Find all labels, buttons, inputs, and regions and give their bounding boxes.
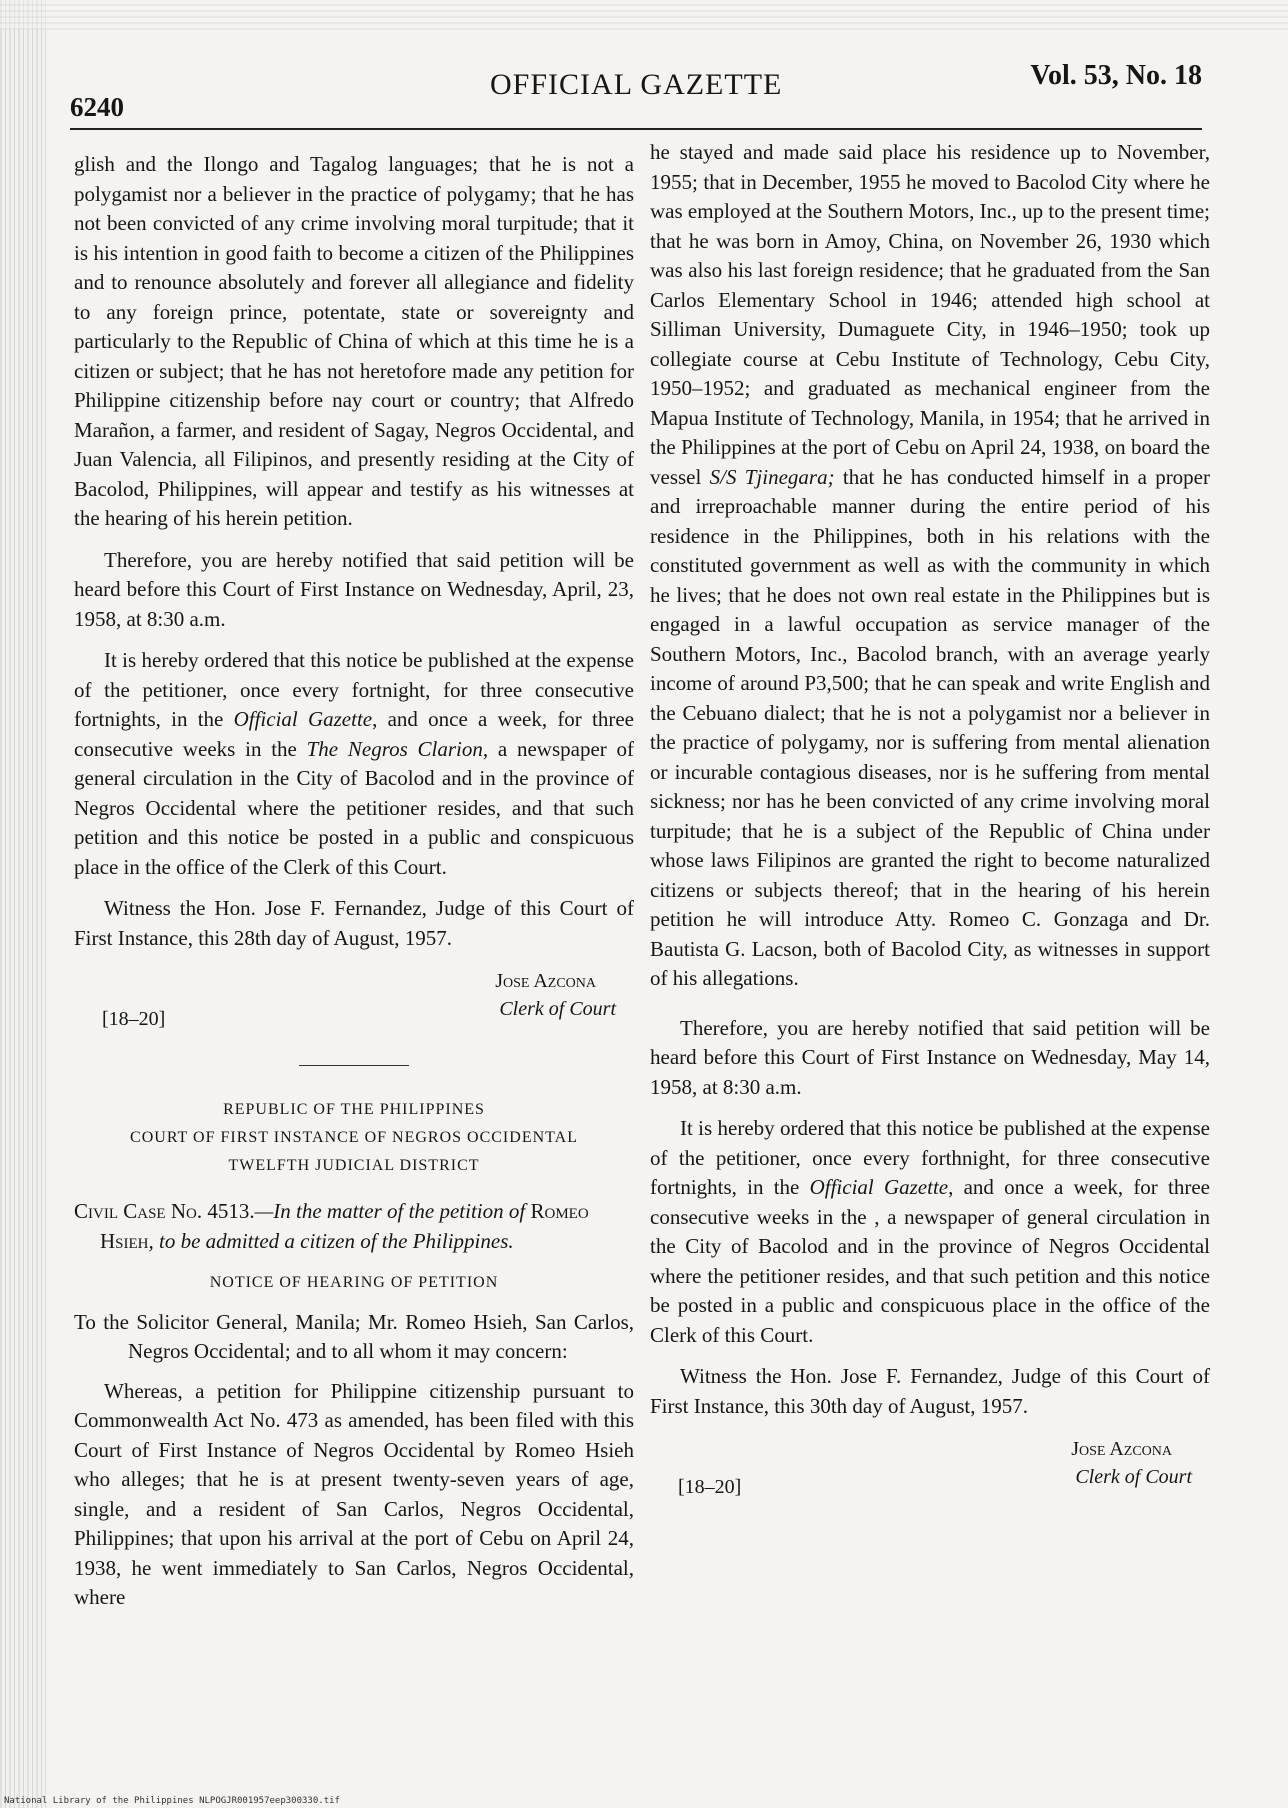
left-column xyxy=(74,150,634,1613)
vessel-name: S/S Tjinegara; xyxy=(709,464,835,489)
notice-heading: NOTICE OF HEARING OF PETITION xyxy=(209,1274,499,1291)
section-divider xyxy=(299,1065,409,1066)
page-number: 6240 xyxy=(70,92,124,122)
paragraph: Witness the Hon. Jose F. Fernandez, Judge of this Court of First Instance, this 28th day of August, 1957. xyxy=(74,896,634,950)
scan-edge-left xyxy=(0,0,46,1808)
publication-title: OFFICIAL GAZETTE xyxy=(490,68,783,101)
publication-name: The Negros Clarion xyxy=(306,736,483,761)
petitioner-name: Romeo Hsieh xyxy=(100,1199,589,1253)
paragraph: Witness the Hon. Jose F. Fernandez, Judge of this Court of First Instance, this 30th day of August, 1957. xyxy=(650,1364,1210,1418)
header-rule xyxy=(70,128,1202,130)
right-column xyxy=(650,138,1210,1497)
signer-role: Clerk of Court xyxy=(499,998,616,1020)
paragraph: It is hereby ordered that this notice be published at the expense of the petitioner, once every forthnight, for three consecutive fortnights, in the Official Gazette, and once a week, for three consecutive weeks in the , a newspaper of general circulation in the City of Bacolod and in the province of Negros Occidental where the petitioner resides, and that such petition and this notice be posted in a public and conspicuous place in the office of the Clerk of this Court. xyxy=(650,1116,1211,1347)
paragraph: glish and the Ilongo and Tagalog languages; that he is not a polygamist nor a believer in the practice of polygamy; that he has not been convicted of any crime involving moral turpitude; that it is his intention in good faith to become a citizen of the Philippines and to renounce absolutely and forever all allegiance and fidelity to any foreign prince, potentate, state or sovereignty and particularly to the Republic of China of which at this time he is a citizen or subject; that he has not heretofore made any petition for Philippine citizenship before nay court or country; that Alfredo Marañon, a farmer, and resident of Sagay, Negros Occidental, and Juan Valencia, all Filipinos, and presently residing at the City of Bacolod, Philippines, will appear and testify as his witnesses at the hearing of his herein petition. xyxy=(74,152,634,530)
issue-reference: [18–20] xyxy=(102,1008,166,1030)
signer-name: Jose Azcona xyxy=(495,970,596,992)
page-header xyxy=(70,60,1202,130)
address-line: To the Solicitor General, Manila; Mr. Romeo Hsieh, San Carlos, Negros Occidental; and to all whom it may concern: xyxy=(74,1309,634,1363)
signer-name: Jose Azcona xyxy=(1071,1438,1172,1460)
volume-number: Vol. 53, No. 18 xyxy=(1030,60,1202,91)
signature-block xyxy=(650,1435,1210,1497)
scan-credit: National Library of the Philippines NLPOGJR001957eep300330.tif xyxy=(4,1796,340,1806)
paragraph: Whereas, a petition for Philippine citizenship pursuant to Commonwealth Act No. 473 as amended, has been filed with this Court of First Instance of Negros Occidental by Romeo Hsieh who alleges; that he is at present twenty-seven years of age, single, and a resident of San Carlos, Negros Occidental, Philippines; that upon his arrival at the port of Cebu on April 24, 1938, he went immediately to San Carlos, Negros Occidental, where xyxy=(74,1378,634,1609)
paragraph: Therefore, you are hereby notified that said petition will be heard before this Court of First Instance on Wednesday, April, 23, 1958, at 8:30 a.m. xyxy=(74,547,634,631)
signature-block xyxy=(74,967,634,1029)
paragraph: It is hereby ordered that this notice be published at the expense of the petitioner, once every fortnight, for three consecutive fortnights, in the Official Gazette, and once a week, for three consecutive weeks in the The Negros Clarion, a newspaper of general circulation in the City of Bacolod and in the province of Negros Occidental where the petitioner resides, and that such petition and this notice be posted in a public and conspicuous place in the office of the Clerk of this Court. xyxy=(74,648,635,879)
republic-heading: REPUBLIC OF THE PHILIPPINES xyxy=(223,1101,485,1118)
paragraph: Therefore, you are hereby notified that said petition will be heard before this Court of First Instance on Wednesday, May 14, 1958, at 8:30 a.m. xyxy=(650,1015,1210,1099)
issue-reference: [18–20] xyxy=(678,1476,742,1498)
signer-role: Clerk of Court xyxy=(1075,1466,1192,1488)
publication-name: Official Gazette xyxy=(233,707,373,731)
case-caption: Civil Case No. 4513.—In the matter of the petition of Romeo Hsieh, to be admitted a citizen of the Philippines. xyxy=(74,1199,589,1253)
case-number: Civil Case No. 4513. xyxy=(74,1199,255,1223)
scan-edge-top xyxy=(0,0,1288,30)
publication-name: Official Gazette xyxy=(809,1175,949,1199)
paragraph: he stayed and made said place his residence up to November, 1955; that in December, 1955 he moved to Bacolod City where he was employed at the Southern Motors, Inc., up to the present time; that he was born in Amoy, China, on November 26, 1930 which was also his last foreign residence; that he graduated from the San Carlos Elementary School in 1946; attended high school at Silliman University, Dumaguete City, in 1946–1950; took up collegiate course at Cebu Institute of Technology, Cebu City, 1950–1952; and graduated as mechanical engineer from the Mapua Institute of Technology, Manila, in 1954; that he arrived in the Philippines at the port of Cebu on April 24, 1938, on board the vessel S/S Tjinegara; that he has conducted himself in a proper and irreproachable manner during the entire period of his residence in the Philippines, both in his relations with the constituted government as well as with the community in which he lives; that he does not own real estate in the Philippines but is engaged in a lawful occupation as service manager of the Southern Motors, Inc., Bacolod branch, with an average yearly income of around P3,500; that he can speak and write English and the Cebuano dialect; that he is not a polygamist nor a believer in the practice of polygamy, nor is suffering from mental alienation or incurable contagious diseases, nor is he suffering from mental sickness; nor has he been convicted of any crime involving moral turpitude; that he is a subject of the Republic of China under whose laws Filipinos are granted the right to become naturalized citizens or subjects thereof; that in the hearing of his herein petition he will introduce Atty. Romeo C. Gonzaga and Dr. Bautista G. Lacson, both of Bacolod City, as witnesses in support of his allegations. xyxy=(650,140,1210,990)
court-heading: COURT OF FIRST INSTANCE OF NEGROS OCCIDENTAL xyxy=(130,1129,578,1146)
district-heading: TWELFTH JUDICIAL DISTRICT xyxy=(228,1157,480,1174)
